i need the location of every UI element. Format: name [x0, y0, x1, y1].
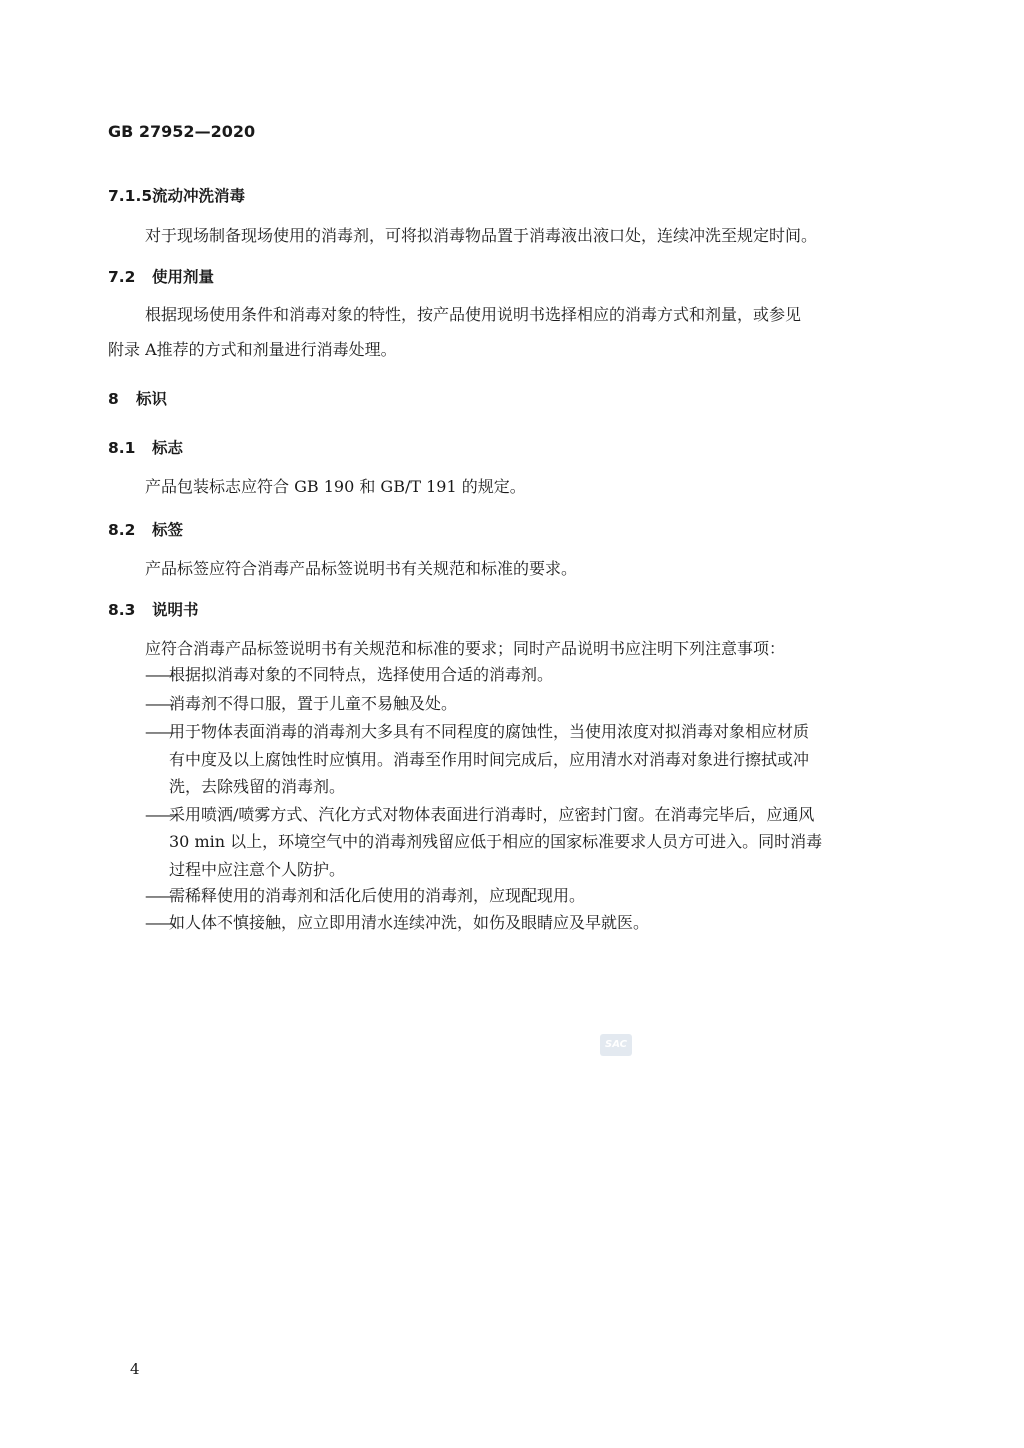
dash-marker: ——: [145, 805, 173, 824]
dash-marker: ——: [145, 913, 173, 932]
paragraph-7-2-line-2: 附录 A推荐的方式和剂量进行消毒处理。: [108, 340, 397, 359]
list-item-text: 如人体不慎接触，应立即用清水连续冲洗，如伤及眼睛应及早就医。: [169, 913, 650, 932]
section-title: 说明书: [152, 601, 199, 619]
section-title: 标识: [136, 390, 168, 408]
dash-marker: ——: [145, 665, 173, 684]
section-number: 8.1: [108, 439, 136, 457]
paragraph-7-1-5: 对于现场制备现场使用的消毒剂，可将拟消毒物品置于消毒液出液口处，连续冲洗至规定时间。: [145, 226, 818, 245]
list-item: [145, 660, 553, 689]
page-number: 4: [130, 1360, 140, 1378]
dash-marker: ——: [145, 694, 173, 713]
section-number: 8: [108, 390, 119, 408]
dash-marker: ——: [145, 722, 173, 741]
paragraph-8-3-intro: 应符合消毒产品标签说明书有关规范和标准的要求；同时产品说明书应注明下列注意事项：: [145, 639, 786, 658]
list-item: [145, 717, 809, 746]
section-number: 7.2: [108, 268, 136, 286]
section-heading-7-1-5: [108, 184, 245, 206]
dash-marker: ——: [145, 886, 173, 905]
sac-watermark-logo: SAC: [600, 1034, 632, 1056]
section-heading-8: [108, 387, 167, 409]
paragraph-8-2: 产品标签应符合消毒产品标签说明书有关规范和标准的要求。: [145, 559, 578, 578]
section-number: 8.2: [108, 521, 136, 539]
section-heading-7-2: [108, 265, 214, 287]
list-item-text: 消毒剂不得口服，置于儿童不易触及处。: [169, 694, 458, 713]
list-item-continuation: 有中度及以上腐蚀性时应慎用。消毒至作用时间完成后，应用清水对消毒对象进行擦拭或冲: [169, 750, 810, 769]
list-item: [145, 689, 457, 718]
section-number: 8.3: [108, 601, 136, 619]
section-title: 流动冲洗消毒: [152, 187, 246, 205]
section-heading-8-1: [108, 436, 183, 458]
section-number: 7.1.5: [108, 187, 153, 205]
list-item-text: 根据拟消毒对象的不同特点，选择使用合适的消毒剂。: [169, 665, 554, 684]
section-title: 标志: [152, 439, 184, 457]
section-title: 标签: [152, 521, 184, 539]
list-item: [145, 881, 585, 910]
section-heading-8-3: [108, 598, 199, 620]
list-item-text: 用于物体表面消毒的消毒剂大多具有不同程度的腐蚀性，当使用浓度对拟消毒对象相应材质: [169, 722, 810, 741]
paragraph-7-2-line-1: 根据现场使用条件和消毒对象的特性，按产品使用说明书选择相应的消毒方式和剂量，或参见: [145, 305, 802, 324]
list-item-continuation: 洗，去除残留的消毒剂。: [169, 777, 346, 796]
list-item-text: 采用喷洒/喷雾方式、汽化方式对物体表面进行消毒时，应密封门窗。在消毒完毕后，应通风: [169, 805, 815, 824]
list-item: [145, 908, 649, 937]
section-heading-8-2: [108, 518, 183, 540]
standard-code: GB 27952—2020: [108, 122, 256, 141]
list-item-continuation: 30 min 以上，环境空气中的消毒剂残留应低于相应的国家标准要求人员方可进入。同时消毒: [169, 832, 823, 851]
paragraph-8-1: 产品包装标志应符合 GB 190 和 GB/T 191 的规定。: [145, 477, 526, 496]
list-item: [145, 800, 814, 829]
list-item-continuation: 过程中应注意个人防护。: [169, 860, 346, 879]
section-title: 使用剂量: [152, 268, 215, 286]
list-item-text: 需稀释使用的消毒剂和活化后使用的消毒剂，应现配现用。: [169, 886, 586, 905]
